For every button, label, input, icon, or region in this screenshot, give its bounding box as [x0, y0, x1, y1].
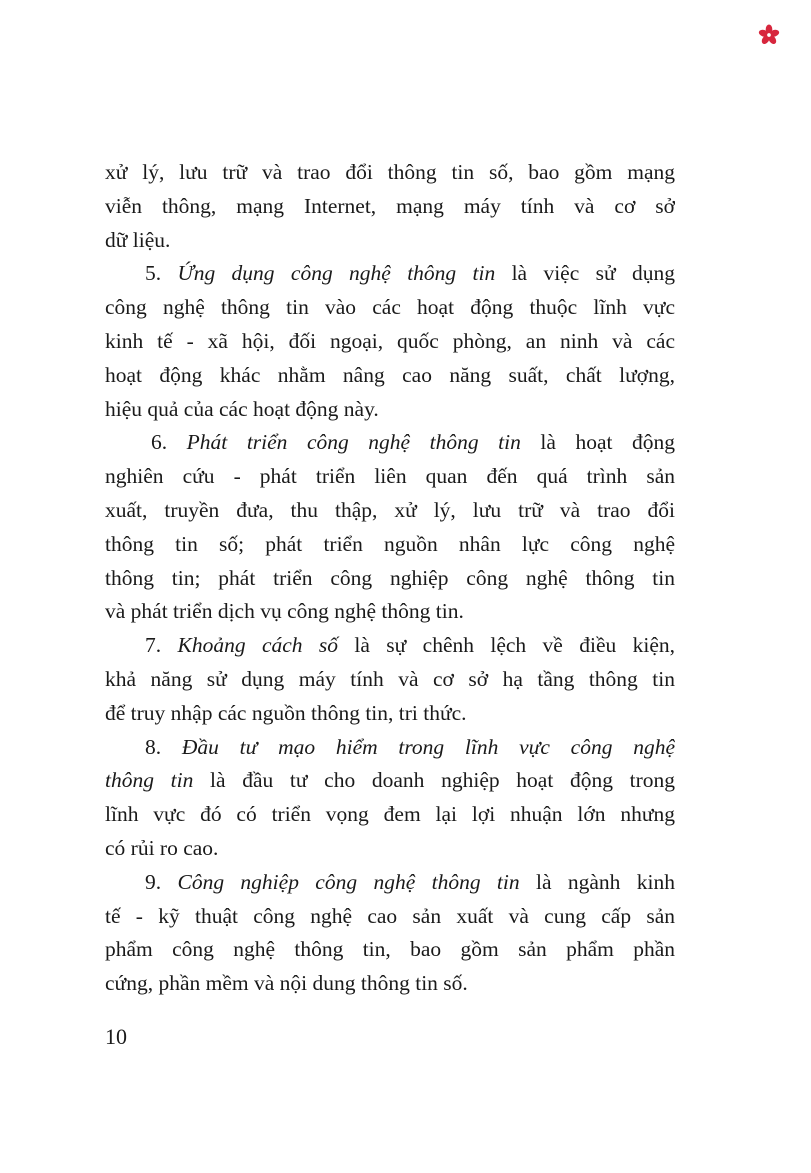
text-line — [105, 359, 675, 393]
text-line — [105, 393, 675, 427]
defined-term: Đầu tư mạo hiểm trong lĩnh vực công nghệ — [181, 734, 675, 759]
text-line — [105, 832, 675, 866]
defined-term: thông tin — [105, 768, 194, 793]
text-segment: thông tin số; phát triển nguồn nhân lực công nghệ — [105, 531, 675, 556]
text-segment: cứng, phần mềm và nội dung thông tin số. — [105, 971, 468, 996]
text-segment: là ngành kinh — [519, 869, 675, 894]
text-segment: xuất, truyền đưa, thu thập, xử lý, lưu trữ và trao đổi — [105, 497, 675, 522]
text-segment: là hoạt động — [520, 430, 675, 455]
text-segment: kinh tế - xã hội, đối ngoại, quốc phòng, an ninh và các — [105, 328, 675, 353]
text-segment: phẩm công nghệ thông tin, bao gồm sản phẩm phần — [105, 937, 675, 962]
text-segment: 9. — [145, 869, 178, 894]
text-segment: thông tin; phát triển công nghiệp công nghệ thông tin — [105, 565, 675, 590]
defined-term: Ứng dụng công nghệ thông tin — [177, 261, 496, 286]
text-segment: lĩnh vực đó có triển vọng đem lại lợi nhuận lớn nhưng — [105, 802, 675, 827]
text-line — [105, 528, 675, 562]
text-line — [105, 731, 675, 765]
text-segment: nghiên cứu - phát triển liên quan đến quá trình sản — [105, 464, 675, 489]
text-segment: 8. — [145, 734, 182, 759]
text-segment: có rủi ro cao. — [105, 835, 219, 860]
text-line — [105, 967, 675, 1001]
text-line — [105, 900, 675, 934]
flower-icon — [758, 24, 780, 46]
text-line — [105, 426, 675, 460]
text-segment: là đầu tư cho doanh nghiệp hoạt động trong — [193, 768, 675, 793]
text-line — [105, 595, 675, 629]
text-segment: và phát triển dịch vụ công nghệ thông tin. — [105, 599, 464, 624]
text-segment: 7. — [145, 633, 178, 658]
text-line — [105, 156, 675, 190]
text-line — [105, 224, 675, 258]
text-segment: là việc sử dụng — [495, 261, 675, 286]
text-segment: để truy nhập các nguồn thông tin, tri thức. — [105, 700, 467, 725]
text-segment: 6. — [151, 430, 187, 455]
text-segment: tế - kỹ thuật công nghệ cao sản xuất và cung cấp sản — [105, 903, 675, 928]
defined-term: Công nghiệp công nghệ thông tin — [177, 869, 520, 894]
text-line — [105, 697, 675, 731]
defined-term: Khoảng cách số — [177, 633, 339, 658]
text-line — [105, 291, 675, 325]
text-line — [105, 460, 675, 494]
text-line — [105, 562, 675, 596]
defined-term: Phát triển công nghệ thông tin — [186, 430, 521, 455]
text-line — [105, 494, 675, 528]
text-line — [105, 764, 675, 798]
text-segment: dữ liệu. — [105, 227, 171, 252]
text-segment: hiệu quả của các hoạt động này. — [105, 396, 379, 421]
text-segment: khả năng sử dụng máy tính và cơ sở hạ tầng thông tin — [105, 666, 675, 691]
page-number: 10 — [105, 1024, 127, 1049]
body-text — [105, 156, 675, 1001]
text-segment: là sự chênh lệch về điều kiện, — [338, 633, 675, 658]
text-line — [105, 190, 675, 224]
text-segment: 5. — [145, 261, 178, 286]
text-line — [105, 866, 675, 900]
text-segment: công nghệ thông tin vào các hoạt động thuộc lĩnh vực — [105, 295, 675, 320]
text-line — [105, 798, 675, 832]
text-line — [105, 629, 675, 663]
text-line — [105, 663, 675, 697]
text-line — [105, 325, 675, 359]
text-line — [105, 933, 675, 967]
text-segment: viễn thông, mạng Internet, mạng máy tính và cơ sở — [105, 193, 675, 218]
text-line — [105, 257, 675, 291]
text-segment: xử lý, lưu trữ và trao đổi thông tin số, bao gồm mạng — [105, 160, 675, 184]
text-segment: hoạt động khác nhằm nâng cao năng suất, chất lượng, — [105, 362, 675, 387]
